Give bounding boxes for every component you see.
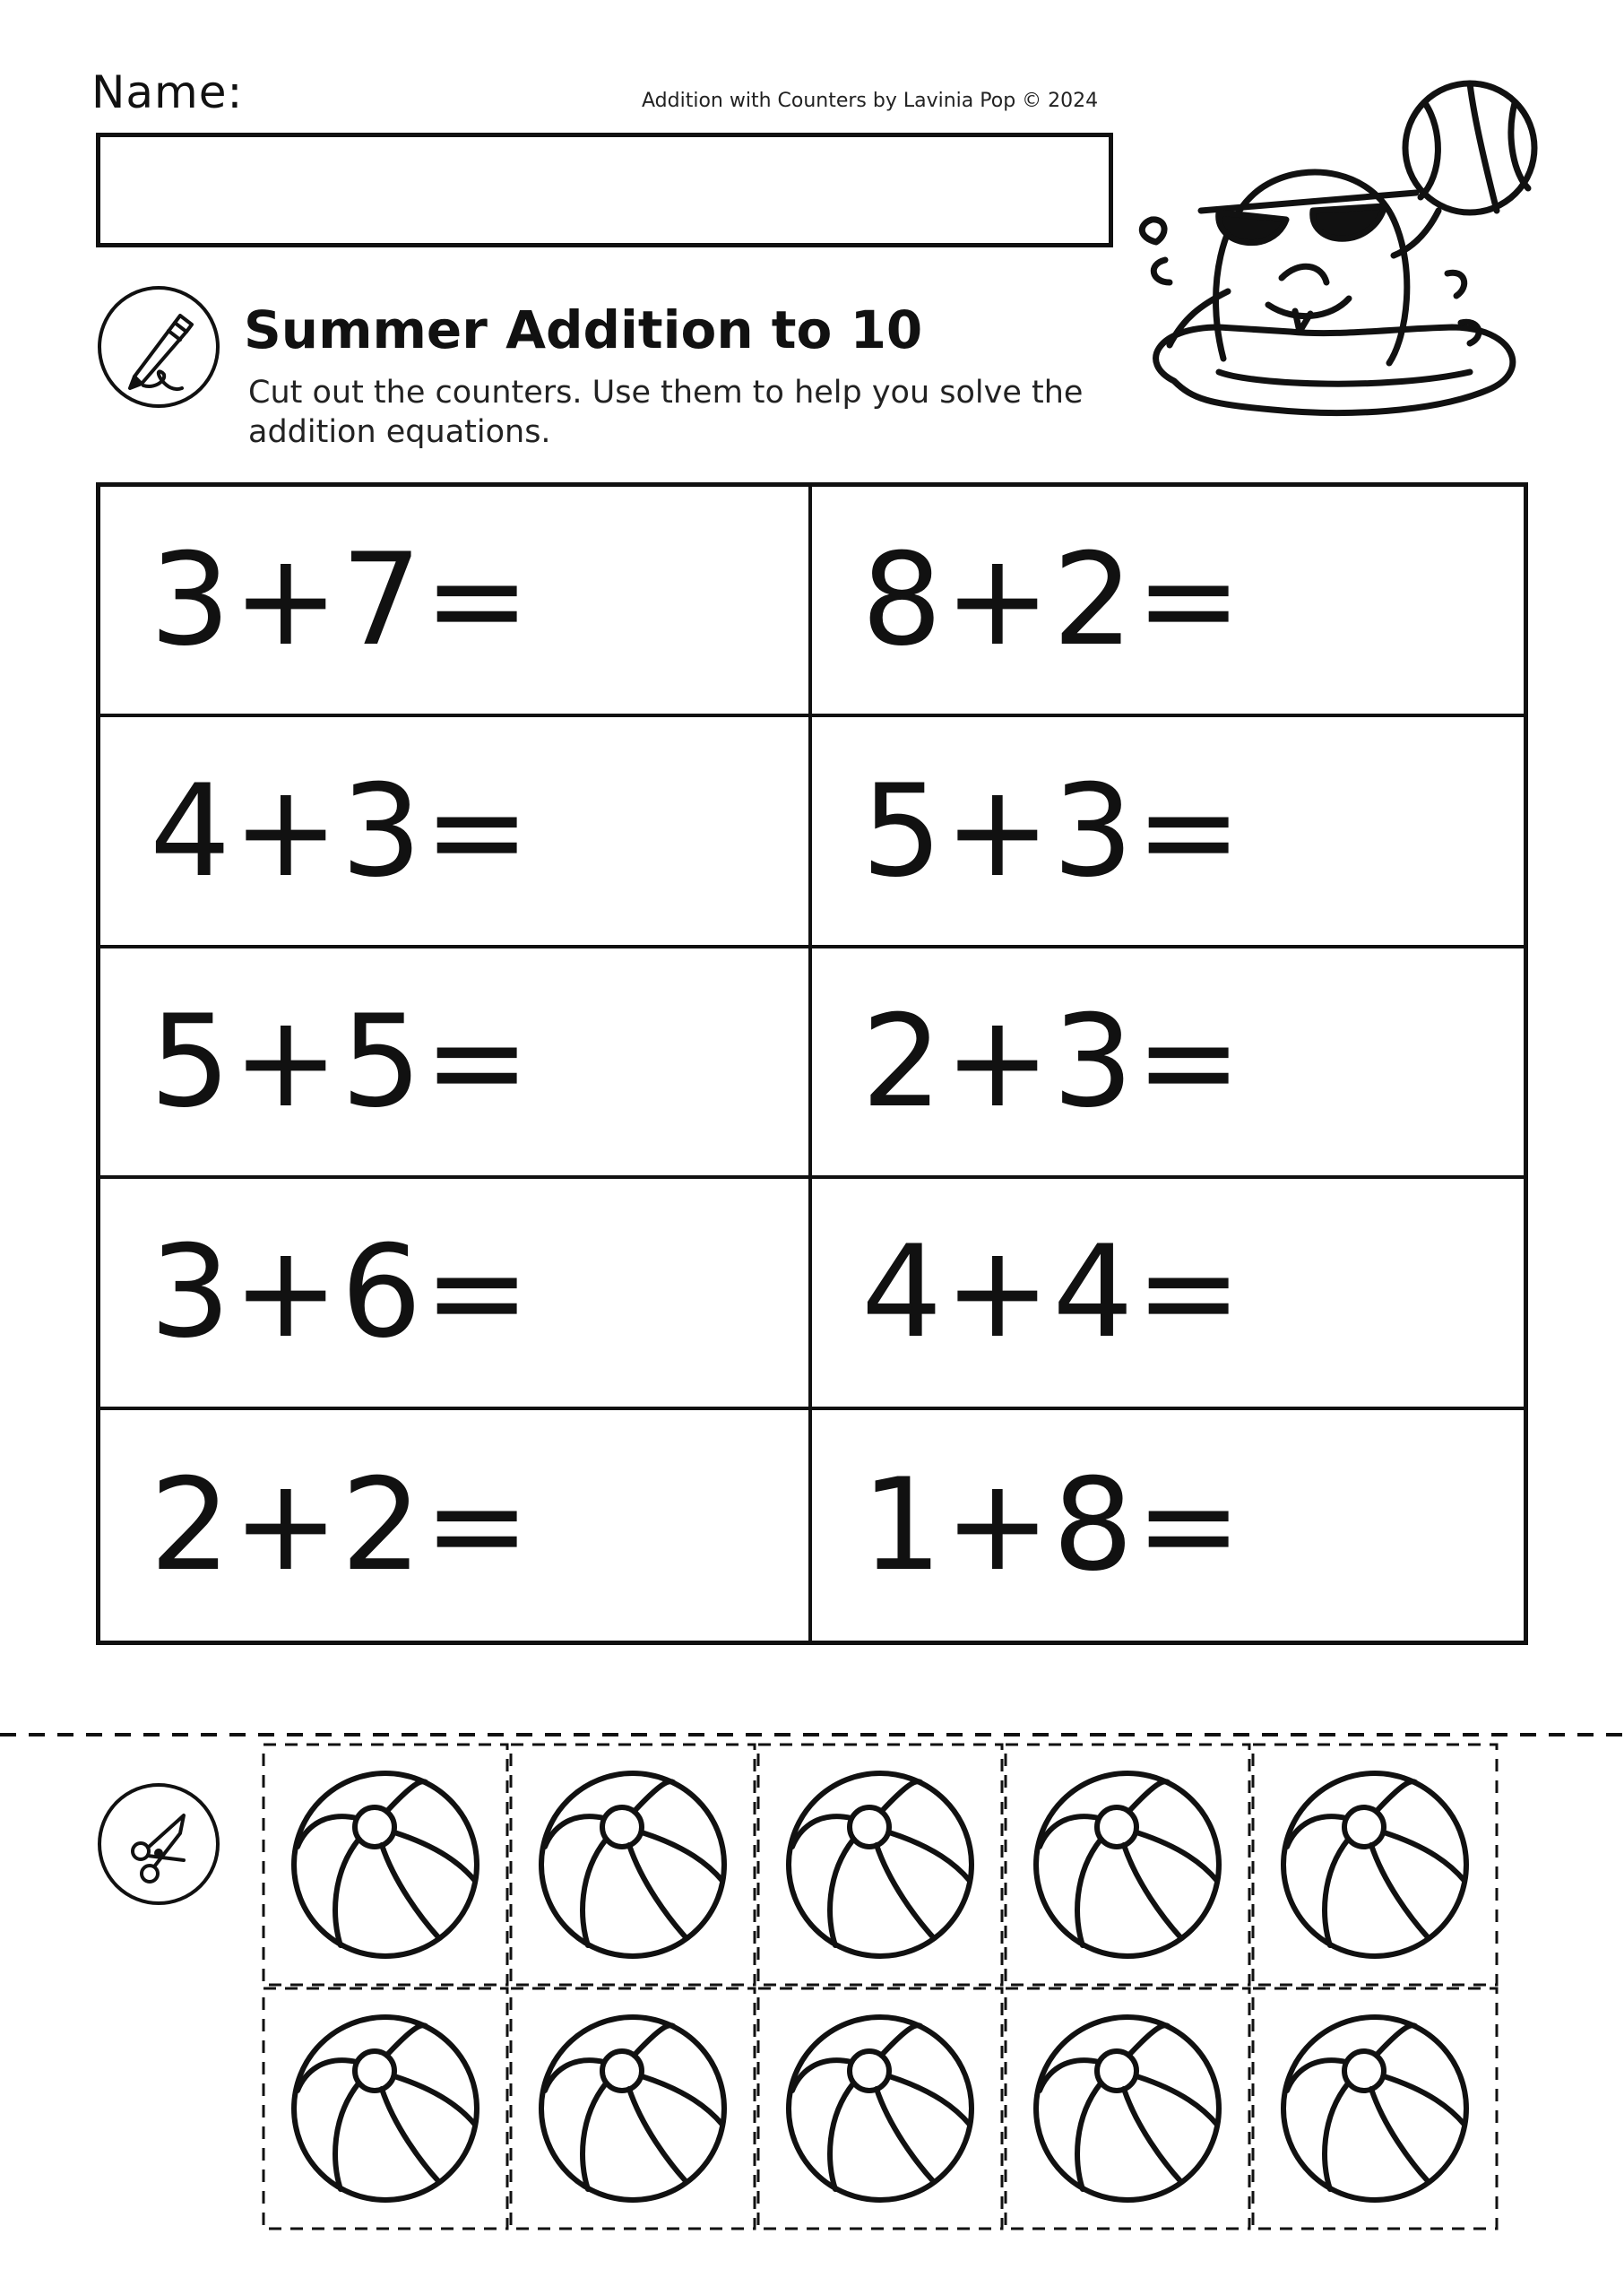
counter-cell[interactable]: [758, 1988, 1002, 2229]
name-input-box[interactable]: [96, 133, 1113, 247]
worksheet-title: Summer Addition to 10: [244, 299, 923, 360]
equation-cell[interactable]: 3+7=: [100, 487, 812, 717]
beach-ball-icon: [1283, 1773, 1466, 1956]
beach-ball-icon: [1283, 2017, 1466, 2200]
counter-cell[interactable]: [1006, 1988, 1249, 2229]
instructions-text: Cut out the counters. Use them to help you solve the addition equations.: [248, 375, 1084, 450]
counters-sheet: [262, 1743, 1499, 2240]
beach-ball-icon: [294, 2017, 477, 2200]
beach-ball-icon: [541, 1773, 724, 1956]
counter-cell[interactable]: [263, 1745, 507, 1985]
beach-ball-icon: [541, 2017, 724, 2200]
equation-cell[interactable]: 1+8=: [861, 1451, 1244, 1599]
equation-cell[interactable]: 5+3=: [812, 717, 1524, 948]
counter-cell[interactable]: [511, 1745, 755, 1985]
equation-cell[interactable]: 2+2=: [100, 1410, 812, 1641]
beach-ball-icon: [789, 1773, 972, 1956]
equation-cell[interactable]: 5+5=: [100, 948, 812, 1179]
equation-grid: [96, 482, 1528, 1645]
counter-cell[interactable]: [1253, 1988, 1497, 2229]
equation-cell[interactable]: 4+4=: [812, 1179, 1524, 1409]
scissors-icon: [94, 1780, 224, 1910]
beach-ball-icon: [294, 1773, 477, 1956]
counter-cell[interactable]: [1253, 1745, 1497, 1985]
counter-cell[interactable]: [758, 1745, 1002, 1985]
pencil-icon: [94, 282, 224, 412]
beach-ball-icon: [1036, 1773, 1219, 1956]
cut-line: [0, 1730, 1624, 1739]
name-label: Name:: [91, 66, 244, 118]
counter-cell[interactable]: [1006, 1745, 1249, 1985]
equation-cell[interactable]: 3+6=: [100, 1179, 812, 1409]
counter-cell[interactable]: [263, 1988, 507, 2229]
credit-text: Addition with Counters by Lavinia Pop © 2024: [642, 90, 1099, 112]
penguin-mascot-icon: [1120, 76, 1551, 453]
equation-cell[interactable]: 4+3=: [100, 717, 812, 948]
beach-ball-icon: [1036, 2017, 1219, 2200]
counter-cell[interactable]: [511, 1988, 755, 2229]
equation-cell[interactable]: 2+3=: [812, 948, 1524, 1179]
equation-cell[interactable]: 8+2=: [812, 487, 1524, 717]
beach-ball-icon: [789, 2017, 972, 2200]
